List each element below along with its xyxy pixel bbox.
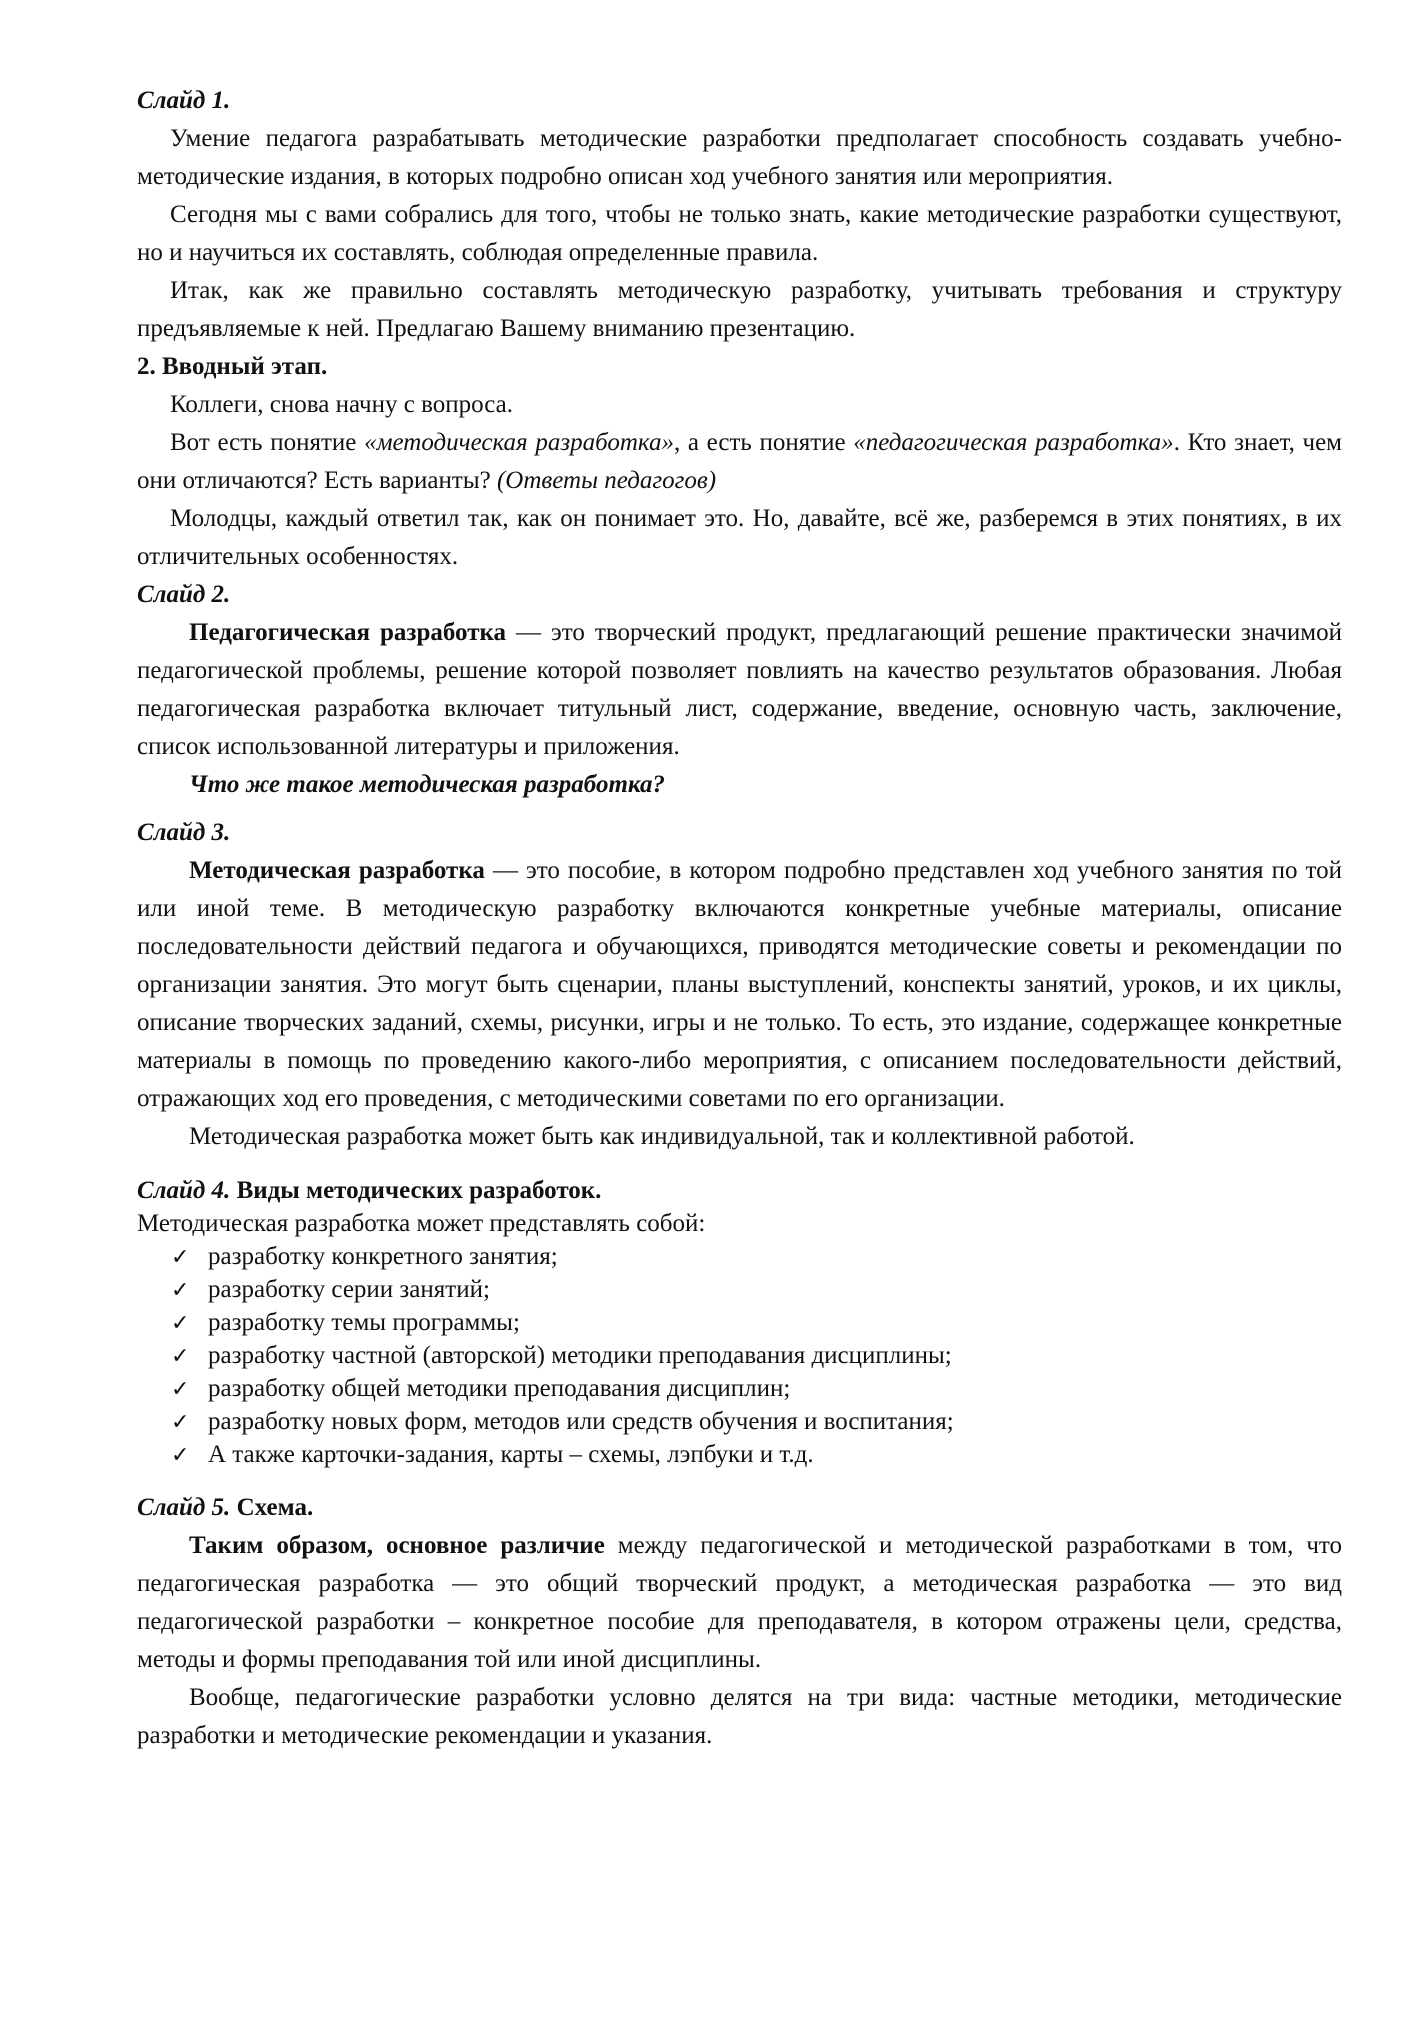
slide-3-definition (137, 852, 1342, 1118)
list-item (171, 1438, 1342, 1471)
list-item (171, 1339, 1342, 1372)
slide-1-label: Слайд 1. (137, 87, 231, 114)
slide-1-paragraph-1: Умение педагога разрабатывать методические разработки предполагает способность создавать учебно-методические издания, в которых подробно описан ход учебного занятия или мероприятия. (137, 125, 1342, 190)
section-slide-2 (137, 576, 1342, 804)
slide-4-title: Виды методических разработок. (230, 1177, 602, 1204)
list-item (171, 1306, 1342, 1339)
check-icon: ✓ (171, 1343, 190, 1368)
slide-2-question: Что же такое методическая разработка? (189, 771, 665, 798)
check-icon: ✓ (171, 1277, 190, 1302)
slide-1-paragraph-2: Сегодня мы с вами собрались для того, чтобы не только знать, какие методические разработки существуют, но и научиться их составлять, соблюдая определенные правила. (137, 201, 1342, 266)
slide-3-paragraph-2: Методическая разработка может быть как индивидуальной, так и коллективной работой. (189, 1123, 1135, 1150)
slide-2-label: Слайд 2. (137, 581, 231, 608)
text-run: Вот есть понятие (170, 429, 365, 456)
list-item (171, 1240, 1342, 1273)
list-item-text: А также карточки-задания, карты – схемы, лэпбуки и т.д. (208, 1441, 814, 1468)
text-run: — это пособие, в котором подробно представлен ход учебного занятия по той или иной теме. В методическую разработку включаются конкретные учебные материалы, описание последовательности действий педагога и обучающихся, приводятся методические советы и рекомендации по организации занятия. Это могут быть сценарии, планы выступлений, конспекты занятий, уроков, и их циклы, описание творческих заданий, схемы, рисунки, игры и не только. То есть, это издание, содержащее конкретные материалы в помощь по проведению какого-либо мероприятия, с описанием последовательности действий, отражающих ход его проведения, с методическими советами по его организации. (137, 857, 1342, 1112)
slide-4-heading (137, 1174, 1342, 1207)
text-run: . Кто знает, чем они отличаются? Есть варианты? (137, 429, 1342, 494)
text-run: между педагогической и методической разработками в том, что педагогическая разработка — это общий творческий продукт, а методическая разработка — это вид педагогической разработки – конкретное пособие для преподавателя, в котором отражены цели, средства, методы и формы преподавания той или иной дисциплины. (137, 1532, 1342, 1673)
list-item (171, 1273, 1342, 1306)
spacer (137, 1156, 1342, 1174)
list-item-text: разработку новых форм, методов или средств обучения и воспитания; (208, 1408, 954, 1435)
list-item (171, 1405, 1342, 1438)
list-item-text: разработку темы программы; (208, 1309, 520, 1336)
slide-5-title: Схема. (230, 1494, 314, 1521)
section-slide-4 (137, 1174, 1342, 1471)
intro-stage-paragraph-3: Молодцы, каждый ответил так, как он понимает это. Но, давайте, всё же, разберемся в этих понятиях, в их отличительных особенностях. (137, 505, 1342, 570)
text-run: , а есть понятие (673, 429, 854, 456)
spacer (137, 804, 1342, 814)
intro-stage-paragraph-2 (137, 424, 1342, 500)
check-icon: ✓ (171, 1310, 190, 1335)
check-icon: ✓ (171, 1376, 190, 1401)
section-slide-3 (137, 814, 1342, 1156)
list-item-text: разработку общей методики преподавания дисциплин; (208, 1375, 791, 1402)
development-types-list (137, 1240, 1342, 1471)
intro-stage-heading: 2. Вводный этап. (137, 353, 328, 380)
check-icon: ✓ (171, 1442, 190, 1467)
slide-5-label: Слайд 5. (137, 1494, 231, 1521)
slide-5-paragraph-1 (137, 1527, 1342, 1679)
spacer (137, 1471, 1342, 1489)
text-run: — это творческий продукт, предлагающий решение практически значимой педагогической проблемы, решение которой позволяет повлиять на качество результатов образования. Любая педагогическая разработка включает титульный лист, содержание, введение, основную часть, заключение, список использованной литературы и приложения. (137, 619, 1342, 760)
slide-2-definition (137, 614, 1342, 766)
section-slide-1 (137, 82, 1342, 348)
slide-5-paragraph-2: Вообще, педагогические разработки условно делятся на три вида: частные методики, методические разработки и методические рекомендации и указания. (137, 1684, 1342, 1749)
intro-stage-paragraph-1: Коллеги, снова начну с вопроса. (170, 391, 513, 418)
section-slide-5 (137, 1489, 1342, 1755)
slide-5-heading (137, 1489, 1342, 1527)
slide-4-intro: Методическая разработка может представлять собой: (137, 1210, 706, 1237)
term-pedagogical-development: «педагогическая разработка» (853, 429, 1174, 456)
check-icon: ✓ (171, 1409, 190, 1434)
stage-note: (Ответы педагогов) (496, 467, 717, 494)
list-item-text: разработку серии занятий; (208, 1276, 490, 1303)
slide-5-lead: Таким образом, основное различие (189, 1532, 605, 1559)
slide-4-label: Слайд 4. (137, 1177, 231, 1204)
list-item-text: разработку частной (авторской) методики преподавания дисциплины; (208, 1342, 952, 1369)
term-methodical-development: «методическая разработка» (364, 429, 674, 456)
slide-1-paragraph-3: Итак, как же правильно составлять методическую разработку, учитывать требования и структуру предъявляемые к ней. Предлагаю Вашему вниманию презентацию. (137, 277, 1342, 342)
list-item (171, 1372, 1342, 1405)
section-intro-stage (137, 348, 1342, 576)
slide-3-label: Слайд 3. (137, 819, 231, 846)
check-icon: ✓ (171, 1244, 190, 1269)
slide-3-term: Методическая разработка (189, 857, 485, 884)
slide-2-term: Педагогическая разработка (189, 619, 507, 646)
list-item-text: разработку конкретного занятия; (208, 1243, 558, 1270)
